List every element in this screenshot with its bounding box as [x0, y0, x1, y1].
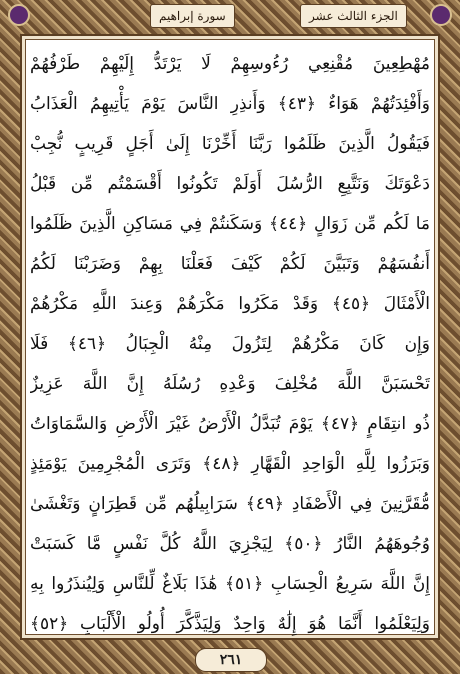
text-line: مُّقَرَّنِينَ فِي الْأَصْفَادِ ﴿٤٩﴾ سَرَابِيلُهُم مِّن قَطِرَانٍ وَتَغْشَىٰ — [30, 494, 430, 514]
corner-ornament-icon — [8, 4, 30, 26]
text-line: مُهْطِعِينَ مُقْنِعِي رُءُوسِهِمْ لَا يَرْتَدُّ إِلَيْهِمْ طَرْفُهُمْ — [30, 54, 430, 74]
text-line: دَعْوَتَكَ وَنَتَّبِعِ الرُّسُلَ أَوَلَمْ تَكُونُوا أَقْسَمْتُم مِّن قَبْلُ — [30, 174, 430, 194]
text-line: فَيَقُولُ الَّذِينَ ظَلَمُوا رَبَّنَا أَخِّرْنَا إِلَىٰ أَجَلٍ قَرِيبٍ نُّجِبْ — [30, 134, 430, 154]
verse-lines — [30, 44, 430, 644]
text-line: مَا لَكُم مِّن زَوَالٍ ﴿٤٤﴾ وَسَكَنتُمْ فِي مَسَاكِنِ الَّذِينَ ظَلَمُوا — [30, 214, 430, 234]
text-line: إِنَّ اللَّهَ سَرِيعُ الْحِسَابِ ﴿٥١﴾ هَٰذَا بَلَاغٌ لِّلنَّاسِ وَلِيُنذَرُوا بِهِ — [30, 574, 430, 594]
text-line: ذُو انتِقَامٍ ﴿٤٧﴾ يَوْمَ تُبَدَّلُ الْأَرْضُ غَيْرَ الْأَرْضِ وَالسَّمَاوَاتُ — [30, 414, 430, 434]
text-line: الْأَمْثَالَ ﴿٤٥﴾ وَقَدْ مَكَرُوا مَكْرَهُمْ وَعِندَ اللَّهِ مَكْرُهُمْ — [30, 294, 430, 314]
page-number: ٢٦١ — [195, 648, 267, 672]
page-footer — [0, 646, 460, 674]
page-header — [0, 0, 460, 30]
text-line: وَبَرَزُوا لِلَّهِ الْوَاحِدِ الْقَهَّارِ ﴿٤٨﴾ وَتَرَى الْمُجْرِمِينَ يَوْمَئِذٍ — [30, 454, 430, 474]
corner-ornament-icon — [430, 4, 452, 26]
text-line: أَنفُسَهُمْ وَتَبَيَّنَ لَكُمْ كَيْفَ فَعَلْنَا بِهِمْ وَضَرَبْنَا لَكُمُ — [30, 254, 430, 274]
text-line: تَحْسَبَنَّ اللَّهَ مُخْلِفَ وَعْدِهِ رُسُلَهُ إِنَّ اللَّهَ عَزِيزٌ — [30, 374, 430, 394]
text-line: وَأَفْئِدَتُهُمْ هَوَاءٌ ﴿٤٣﴾ وَأَنذِرِ النَّاسَ يَوْمَ يَأْتِيهِمُ الْعَذَابُ — [30, 94, 430, 114]
surah-label: سورة إبراهيم — [150, 4, 235, 28]
juz-label: الجزء الثالث عشر — [300, 4, 407, 28]
text-line: وُجُوهَهُمُ النَّارُ ﴿٥٠﴾ لِيَجْزِيَ اللَّهُ كُلَّ نَفْسٍ مَّا كَسَبَتْ — [30, 534, 430, 554]
text-line: وَلِيَعْلَمُوا أَنَّمَا هُوَ إِلَٰهٌ وَاحِدٌ وَلِيَذَّكَّرَ أُولُو الْأَلْبَابِ ﴿٥٢﴾ — [30, 614, 430, 634]
text-line: وَإِن كَانَ مَكْرُهُمْ لِتَزُولَ مِنْهُ الْجِبَالُ ﴿٤٦﴾ فَلَا — [30, 334, 430, 354]
